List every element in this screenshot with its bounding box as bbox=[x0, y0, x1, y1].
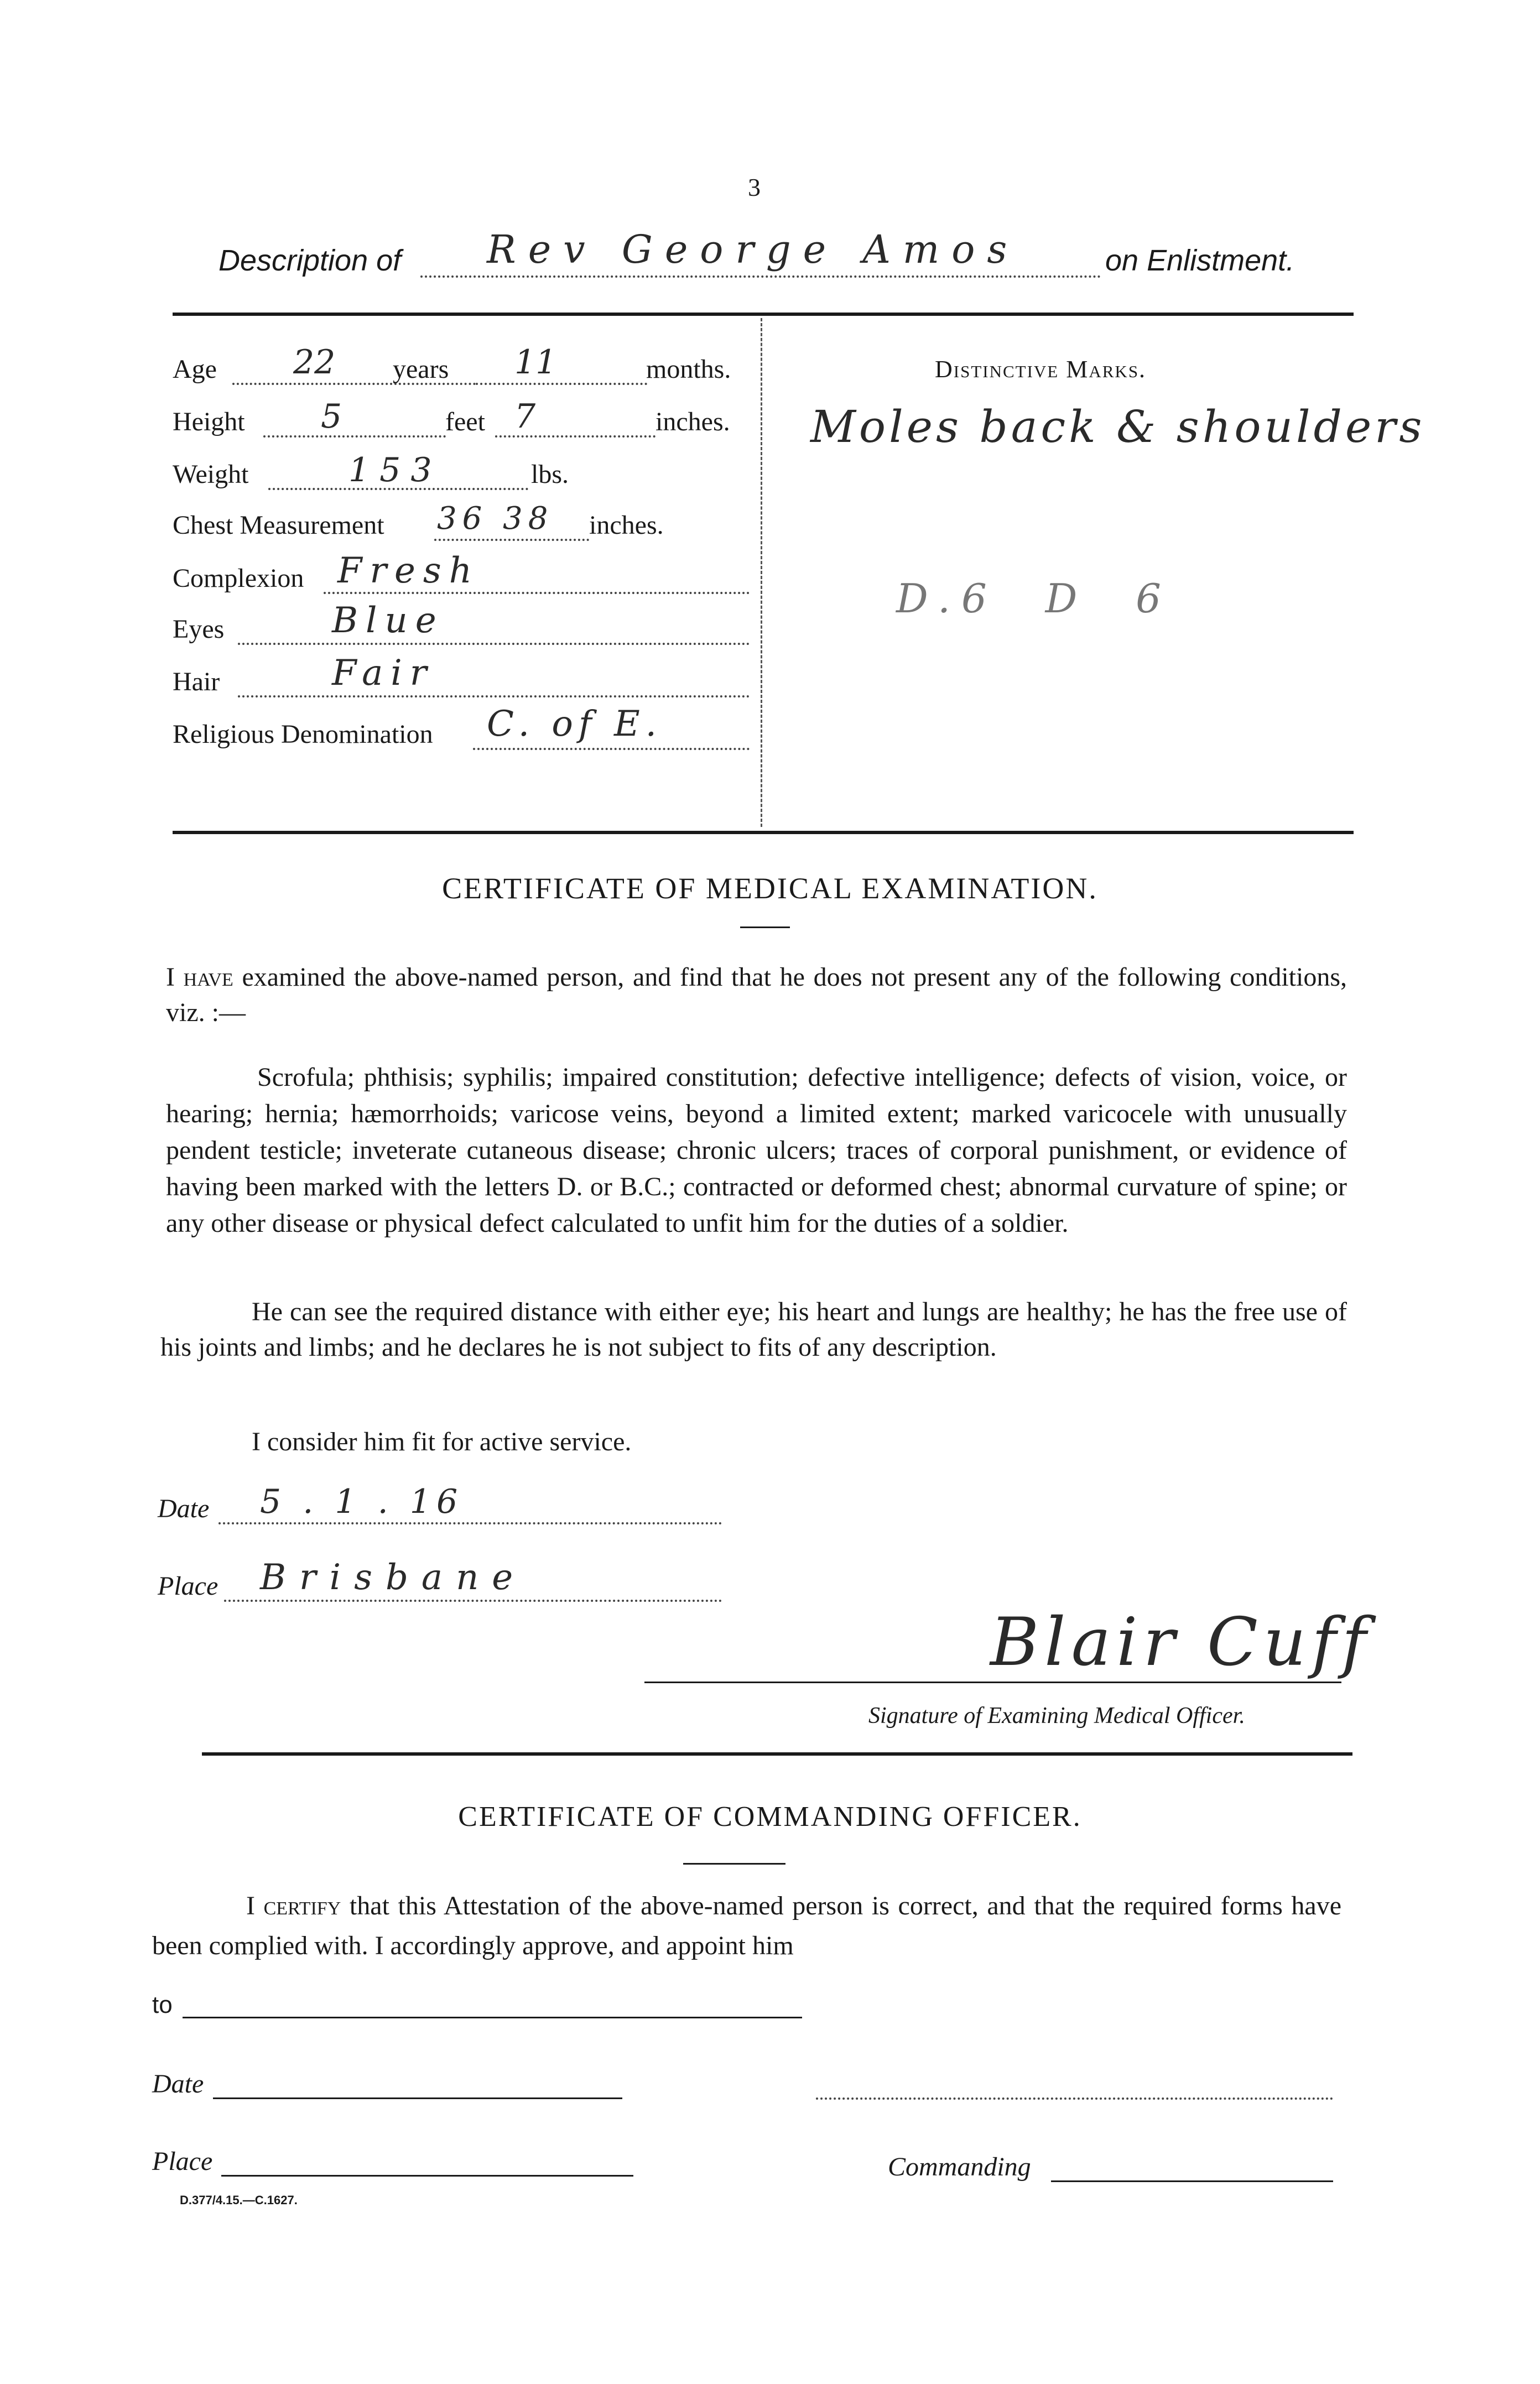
commanding-line bbox=[1051, 2180, 1333, 2182]
commanding-heading-underline bbox=[683, 1863, 785, 1865]
commanding-place-line bbox=[221, 2175, 633, 2177]
medical-date-label: Date bbox=[158, 1494, 210, 1523]
commanding-place-label: Place bbox=[152, 2147, 213, 2176]
height-inches-value: 7 bbox=[514, 397, 536, 436]
months-label: months. bbox=[646, 355, 731, 384]
form-code: D.377/4.15.—C.1627. bbox=[180, 2193, 298, 2207]
complexion-label: Complexion bbox=[173, 564, 304, 593]
commanding-intro-lead: I certify bbox=[246, 1891, 341, 1920]
medical-date-line bbox=[218, 1522, 722, 1524]
hair-value: Fair bbox=[332, 653, 435, 694]
distinctive-marks-line1: Moles back & shoulders bbox=[810, 401, 1425, 452]
commanding-signature-line bbox=[816, 2097, 1333, 2100]
medical-heading: CERTIFICATE OF MEDICAL EXAMINATION. bbox=[442, 872, 1098, 905]
age-years-value: 22 bbox=[293, 343, 336, 382]
commanding-label: Commanding bbox=[888, 2152, 1031, 2182]
description-suffix: on Enlistment. bbox=[1105, 244, 1295, 277]
commanding-to-line bbox=[183, 2017, 802, 2018]
commanding-to-label: to bbox=[152, 1991, 173, 2018]
eyes-value: Blue bbox=[332, 600, 444, 641]
medical-intro-rest: examined the above-named person, and find that he does not present any of the following conditions, viz. :— bbox=[166, 962, 1347, 1027]
enlistee-name: Rev George Amos bbox=[487, 227, 1019, 272]
distinctive-marks-heading: Distinctive Marks. bbox=[935, 356, 1147, 383]
signature-caption: Signature of Examining Medical Officer. bbox=[868, 1703, 1245, 1729]
medical-intro-lead: I have bbox=[166, 962, 233, 992]
height-feet-line bbox=[263, 435, 446, 438]
medical-statement: He can see the required distance with either eye; his heart and lungs are healthy; he has the free use of his joints and limbs; and he declares he is not subject to fits of any description. bbox=[160, 1297, 1347, 1362]
eyes-label: Eyes bbox=[173, 615, 225, 644]
chest-value: 36 38 bbox=[437, 501, 554, 537]
commanding-intro bbox=[152, 1886, 1341, 1966]
chest-line bbox=[434, 539, 589, 541]
signature-line bbox=[644, 1682, 1341, 1683]
column-divider bbox=[761, 318, 762, 827]
religion-line bbox=[473, 748, 750, 750]
complexion-value: Fresh bbox=[337, 550, 480, 591]
age-label: Age bbox=[173, 355, 217, 384]
weight-value: 153 bbox=[348, 451, 442, 490]
hair-label: Hair bbox=[173, 667, 220, 696]
age-months-line bbox=[476, 383, 647, 385]
height-feet-value: 5 bbox=[321, 397, 342, 436]
eyes-line bbox=[238, 643, 750, 645]
commanding-intro-rest: that this Attestation of the above-named person is correct, and that the required forms have been complied with. I accordingly approve, and appoint him bbox=[152, 1891, 1342, 1960]
medical-bottom-divider bbox=[202, 1752, 1352, 1756]
feet-label: feet bbox=[445, 407, 485, 436]
chest-unit: inches. bbox=[589, 511, 664, 540]
page-number: 3 bbox=[748, 173, 761, 201]
lbs-label: lbs. bbox=[531, 460, 569, 489]
commanding-date-label: Date bbox=[152, 2069, 204, 2099]
commanding-heading: CERTIFICATE OF COMMANDING OFFICER. bbox=[458, 1801, 1082, 1833]
medical-fit-statement: I consider him fit for active service. bbox=[252, 1427, 632, 1456]
religion-value: C. of E. bbox=[487, 704, 662, 745]
age-months-value: 11 bbox=[514, 343, 557, 382]
medical-date-value: 5 . 1 . 16 bbox=[260, 1482, 464, 1521]
years-label: years bbox=[393, 355, 449, 384]
height-label: Height bbox=[173, 407, 245, 436]
medical-officer-signature: Blair Cuff bbox=[990, 1604, 1372, 1681]
description-prefix: Description of bbox=[218, 244, 402, 277]
medical-place-value: Brisbane bbox=[260, 1557, 527, 1598]
distinctive-marks-line2: D.6 D 6 bbox=[896, 575, 1172, 622]
medical-heading-underline bbox=[740, 926, 790, 928]
commanding-date-line bbox=[213, 2097, 622, 2099]
top-divider bbox=[173, 313, 1354, 316]
fields-bottom-divider bbox=[173, 831, 1354, 834]
medical-conditions: Scrofula; phthisis; syphilis; impaired constitution; defective intelligence; defects of vision, voice, or hearing; hernia; hæmorrhoids; varicose veins, beyond a limited extent; marked varicocele with unusually pendent testicle; inveterate cutaneous disease; chronic ulcers; traces of corporal punishment, or evidence of having been marked with the letters D. or B.C.; contracted or deformed chest; abnormal curvature of spine; or any other disease or physical defect calculated to unfit him for the duties of a soldier. bbox=[166, 1063, 1347, 1238]
description-name-line bbox=[420, 275, 1101, 278]
complexion-line bbox=[324, 592, 750, 594]
chest-label: Chest Measurement bbox=[173, 511, 384, 540]
religion-label: Religious Denomination bbox=[173, 720, 433, 749]
hair-line bbox=[238, 695, 750, 697]
inches-label: inches. bbox=[655, 407, 730, 436]
medical-place-line bbox=[224, 1600, 722, 1602]
weight-label: Weight bbox=[173, 460, 249, 489]
medical-intro bbox=[166, 960, 1347, 1030]
medical-place-label: Place bbox=[158, 1571, 218, 1601]
